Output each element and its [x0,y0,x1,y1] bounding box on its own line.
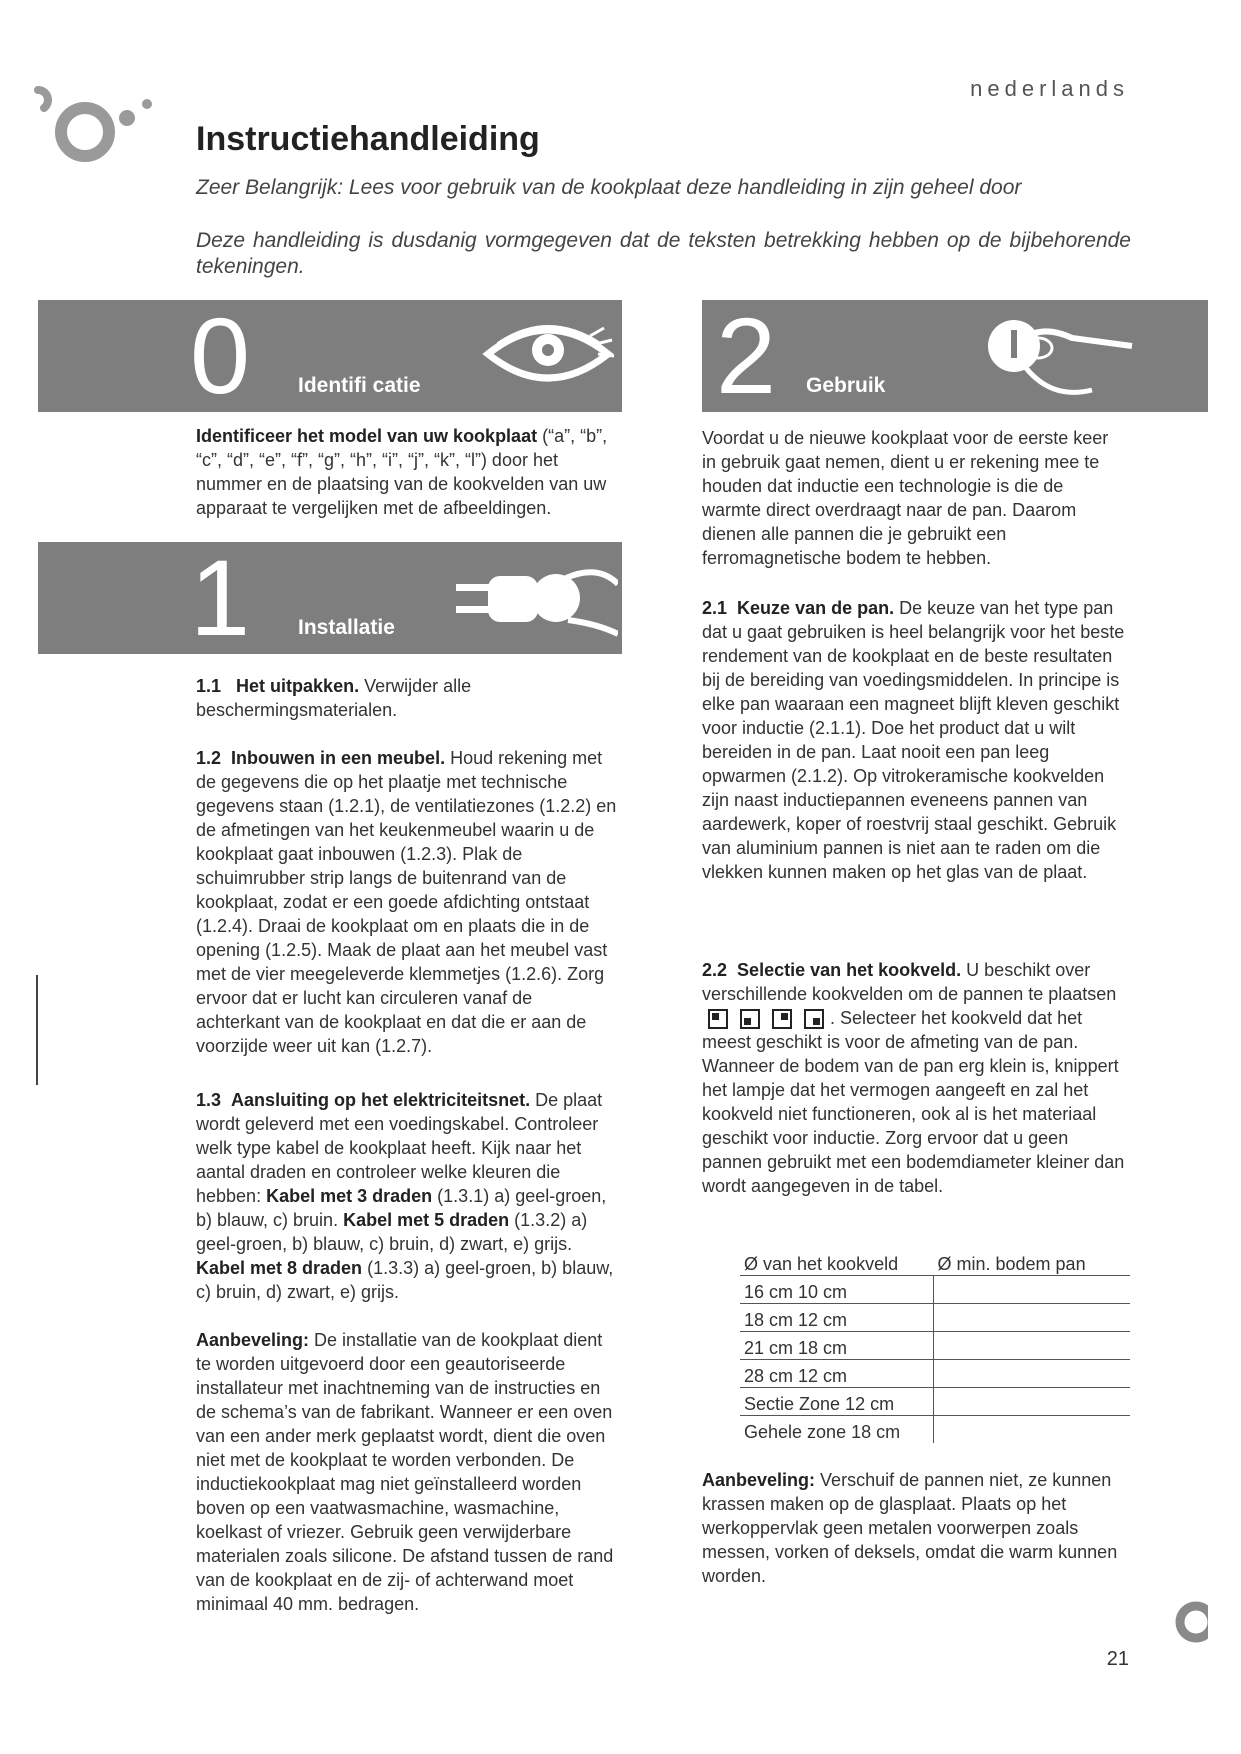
item-text: Verwijder alle beschermingsmaterialen. [196,676,472,720]
zone-top-left-icon [708,1009,728,1029]
cable-5-wires: Kabel met 5 draden [343,1210,510,1230]
table-header-row [740,1248,1130,1276]
item-text: (1.3.1) a) geel-groen, b) blauw, c) bruin. [196,1186,607,1230]
item-number: 2.1 [702,598,728,618]
item-title: Selectie van het kookveld. [737,960,962,980]
margin-rule [36,975,38,1085]
eye-icon [478,314,618,394]
table-header: Ø min. bodem pan [934,1248,1131,1276]
pan-size-table [740,1248,1130,1443]
brand-logo [30,80,170,180]
table-header: Ø van het kookveld [740,1248,934,1276]
zone-top-right-icon [772,1009,792,1029]
item-text: (1.3.2) a) geel-groen, b) blauw, c) bruin, d) zwart, e) grijs. [196,1210,588,1254]
table-cell: Sectie Zone 12 cm [740,1388,934,1416]
item-2-1 [702,596,1132,884]
section-1-banner [38,537,622,658]
item-number: 1.2 [196,748,222,768]
table-cell: 18 cm 12 cm [740,1304,934,1332]
table-row [740,1332,1130,1360]
item-1-1 [196,674,621,722]
table-row [740,1360,1130,1388]
item-text: Houd rekening met de gegevens die op het plaatje met technische gegevens staan (1.2.1), de ventilatiezones (1.2.2) en de afmetingen van het keukenmeubel waarin u de kookplaat gaat inbouwen (1.2.3). Plak de schuimrubber strip langs de buitenrand van de kookplaat, zodat er een goede afdichting ontstaat (1.2.4). Draai de kookplaat om en plaats die in de opening (1.2.5). Maak de plaat aan het meubel vast met de vier meegeleverde klemmetjes (1.2.6). Zorg ervoor dat er lucht kan circuleren vanaf de achterkant van de kookplaat en dat die er aan de voorzijde weer uit kan (1.2.7). [196,748,617,1056]
section-2-intro: Voordat u de nieuwe kookplaat voor de eerste keer in gebruik gaat nemen, dient u er rekening mee te houden dat inductie een technologie is die de warmte direct overdraagt naar de pan. Daarom dienen alle pannen die je gebruikt een ferromagnetische bodem te hebben. [702,428,1109,568]
advice-1 [196,1328,621,1616]
item-title: Het uitpakken. [236,676,360,696]
intro-text: Deze handleiding is dusdanig vormgegeven dat de teksten betrekking hebben op de bijbehorende tekeningen. [196,229,1131,278]
cable-8-wires: Kabel met 8 draden [196,1258,363,1278]
table-cell-empty [934,1276,1131,1304]
section-number: 1 [190,537,251,658]
cable-3-wires: Kabel met 3 draden [266,1186,433,1206]
item-text: U beschikt over verschillende kookvelden om de pannen te plaatsen [702,960,1117,1004]
item-number: 1.1 [196,676,222,696]
section-number: 2 [716,295,777,416]
section-2-banner [702,295,1208,416]
item-number: 2.2 [702,960,728,980]
table-cell: 21 cm 18 cm [740,1332,934,1360]
corner-circle-icon [1168,1598,1208,1648]
language-label: nederlands [970,76,1129,101]
table-cell-empty [934,1360,1131,1388]
advice-title: Aanbeveling: [196,1330,310,1350]
item-1-2 [196,746,621,1058]
section-0-bold: Identificeer het model van uw kookplaat [196,426,538,446]
plug-icon [448,554,618,644]
table-cell-empty [934,1332,1131,1360]
advice-text: De installatie van de kookplaat dient te worden uitgevoerd door een geautoriseerde installateur met inachtneming van de instructies en de schema’s van de fabrikant. Wanneer er een oven van een ander merk geplaatst wordt, dient die oven niet met de kookplaat te worden verbonden. De inductiekookplaat mag niet geïnstalleerd worden boven op een vaatwasmachine, wasmachine, koelkast of vriezer. Gebruik geen verwijderbare materialen zoals silicone. De afstand tussen de rand van de kookplaat en de zij- of achterwand moet minimaal 40 mm. bedragen. [196,1330,614,1614]
section-label: Installatie [298,616,395,639]
page-number: 21 [1106,1648,1129,1670]
table-cell-empty [934,1304,1131,1332]
item-1-3 [196,1088,621,1304]
table-row [740,1388,1130,1416]
item-2-2 [702,958,1132,1198]
section-number: 0 [190,295,251,416]
zone-bottom-right-icon [804,1009,824,1029]
table-cell: 16 cm 10 cm [740,1276,934,1304]
finger-button-icon [982,310,1182,405]
section-0-banner [38,295,622,416]
table-row [740,1304,1130,1332]
item-number: 1.3 [196,1090,222,1110]
table-row [740,1276,1130,1304]
advice-text: Verschuif de pannen niet, ze kunnen krassen maken op de glasplaat. Plaats op het werkoppervlak geen metalen voorwerpen zoals messen, vorken of deksels, omdat die warm kunnen worden. [702,1470,1118,1586]
table-cell: Gehele zone 18 cm [744,1422,901,1442]
section-0-body: (“a”, “b”, “c”, “d”, “e”, “f”, “g”, “h”, “i”, “j”, “k”, “l”) door het nummer en de plaatsing van de kookvelden van uw apparaat te vergelijken met de afbeeldingen. [196,426,608,518]
table-cell: 28 cm 12 cm [740,1360,934,1388]
zone-bottom-left-icon [740,1009,760,1029]
item-text: (1.3.3) a) geel-groen, b) blauw, c) bruin, d) zwart, e) grijs. [196,1258,614,1302]
table-cell-empty [934,1416,1131,1444]
item-text: De plaat wordt geleverd met een voedingskabel. Controleer welk type kabel de kookplaat heeft. Kijk naar het aantal draden en controleer welke kleuren die hebben: [196,1090,603,1206]
item-title: Inbouwen in een meubel. [231,748,446,768]
section-label: Identifi catie [298,374,421,397]
item-text: . Selecteer het kookveld dat het meest geschikt is voor de afmeting van de pan. Wanneer de bodem van de pan erg klein is, knippert het lampje dat het vermogen aangeeft en zal het kookveld niet functioneren, ook al is het materiaal geschikt voor inductie. Zorg ervoor dat u geen pannen gebruikt met een bodemdiameter kleiner dan wordt aangegeven in de tabel. [702,1008,1125,1196]
item-title: Keuze van de pan. [737,598,895,618]
subtitle: Zeer Belangrijk: Lees voor gebruik van de kookplaat deze handleiding in zijn geheel door [196,176,1022,199]
page-title: Instructiehandleiding [196,120,540,158]
section-0-text [196,424,621,520]
advice-title: Aanbeveling: [702,1470,816,1490]
item-title: Aansluiting op het elektriciteitsnet. [231,1090,531,1110]
item-text: De keuze van het type pan dat u gaat gebruiken is heel belangrijk voor het beste rendement van de kookplaat en de beste resultaten bij de bereiding van voedingsmiddelen. In principe is elke pan waaraan een magneet blijft kleven geschikt voor inductie (2.1.1). Doe het product dat u wilt bereiden in de pan. Laat nooit een pan leeg opwarmen (2.1.2). Op vitrokeramische kookvelden zijn naast inductiepannen eveneens pannen van aardewerk, koper of roestvrij staal geschikt. Gebruik van aluminium pannen is niet aan te raden om die vlekken kunnen maken op het glas van de plaat. [702,598,1125,882]
table-row [740,1416,1130,1444]
table-cell-empty [934,1388,1131,1416]
section-label: Gebruik [806,374,886,397]
advice-2 [702,1468,1132,1588]
